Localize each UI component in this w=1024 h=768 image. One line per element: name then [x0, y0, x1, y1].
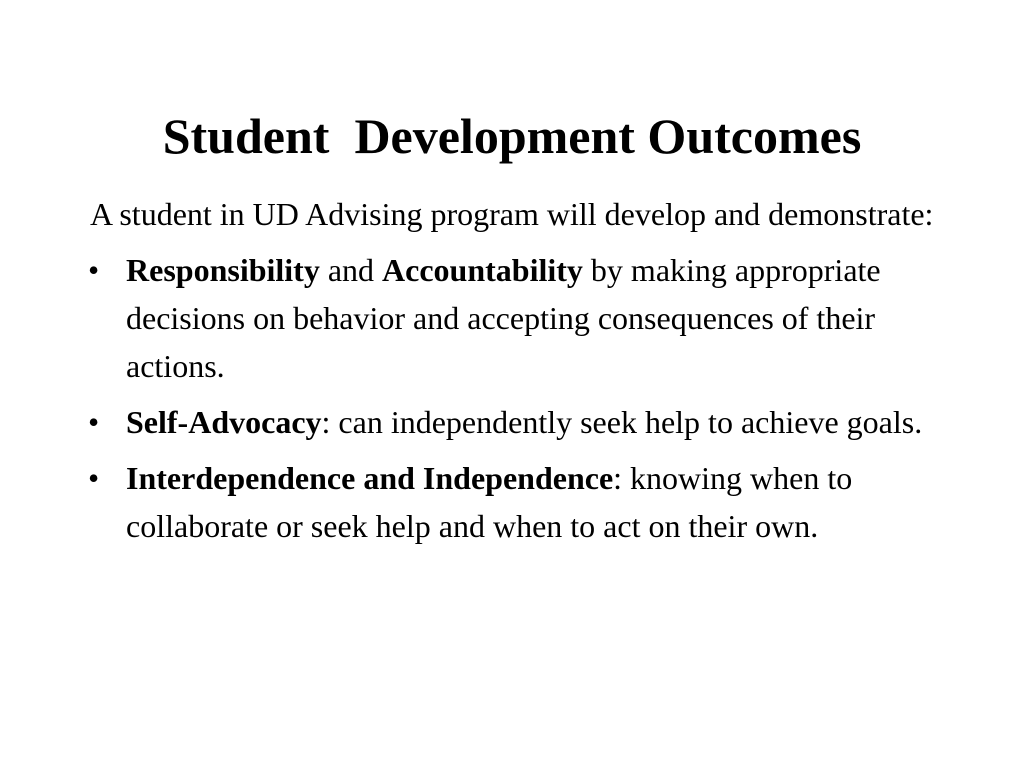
bullet-icon: •: [88, 460, 100, 496]
outcomes-list: [90, 246, 940, 550]
outcome-joiner: and: [319, 252, 383, 288]
outcome-term: Accountability: [382, 252, 583, 288]
outcome-term: Self-Advocacy: [126, 404, 322, 440]
bullet-icon: •: [88, 404, 100, 440]
outcome-description: by making appropriate decisions on behavior and accepting consequences of their actions.: [126, 252, 881, 384]
outcome-description: : knowing when to collaborate or seek help and when to act on their own.: [126, 460, 853, 544]
outcome-term: Responsibility: [126, 252, 320, 288]
outcome-term: Interdependence and Independence: [126, 460, 614, 496]
outcome-interdependence: [90, 454, 940, 550]
bullet-icon: •: [88, 252, 100, 288]
outcome-description: : can independently seek help to achieve goals.: [321, 404, 923, 440]
intro-text: A student in UD Advising program will develop and demonstrate:: [90, 196, 934, 232]
slide-body: [90, 190, 940, 550]
slide-title: Student Development Outcomes: [162, 108, 862, 164]
outcome-responsibility: [90, 246, 940, 390]
outcome-self-advocacy: [90, 398, 940, 446]
